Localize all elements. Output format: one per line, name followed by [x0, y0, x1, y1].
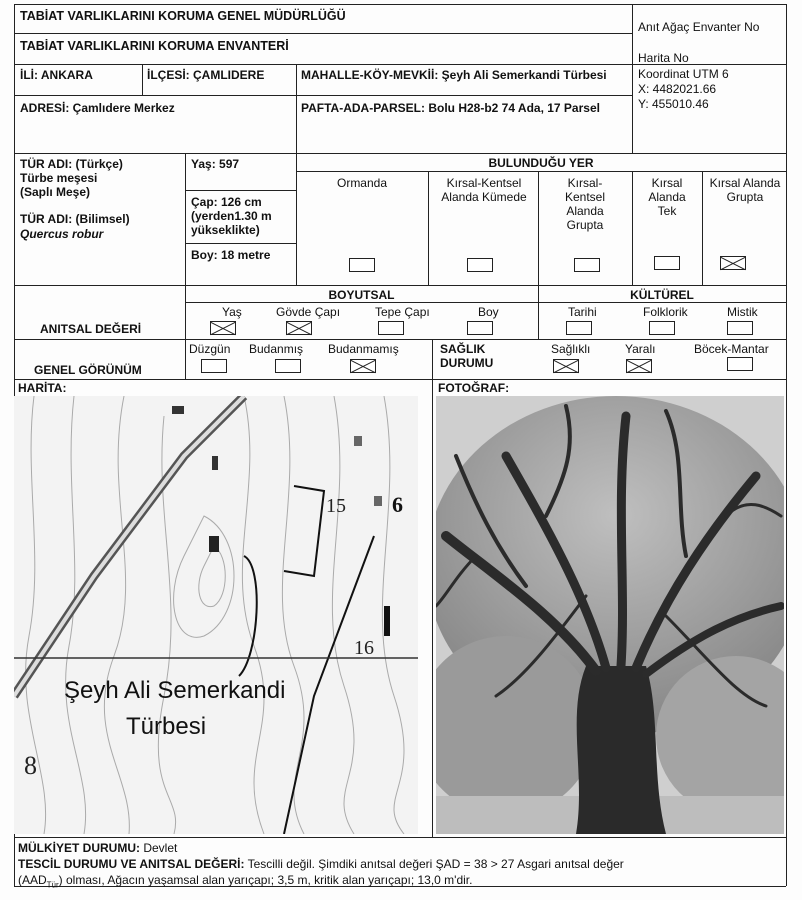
monument-value-label: ANITSAL DEĞERİ [40, 322, 142, 336]
pafta-value: Bolu H28-b2 74 Ada, 17 Parsel [428, 101, 600, 115]
rule [296, 95, 632, 96]
tree-photo [436, 396, 784, 834]
checkbox-grupta[interactable] [574, 258, 600, 272]
checkbox-mistik[interactable] [727, 321, 753, 335]
inventory-no-label: Anıt Ağaç Envanter No [638, 20, 760, 34]
loc-col-label: Ormanda [336, 176, 388, 190]
checkbox-bocek-mantar[interactable] [727, 357, 753, 371]
checkbox-kirsal-grupta[interactable] [720, 256, 746, 270]
rule [428, 171, 429, 285]
health-label-2: DURUMU [440, 356, 494, 370]
map-place-name-2: Türbesi [126, 713, 207, 740]
pafta-label: PAFTA-ADA-PARSEL: [301, 101, 425, 115]
checkbox-ormanda[interactable] [349, 258, 375, 272]
loc-col-label: Kırsal Alanda Grupta [709, 176, 781, 204]
registration-subscript: Tür [46, 880, 59, 890]
mahalle-label: MAHALLE-KÖY-MEVKİİ: [301, 68, 439, 82]
registration-value-2a: (AAD [18, 873, 47, 887]
coordinate-label: Koordinat UTM 6 [638, 67, 729, 81]
registration-value-2b: ) olması, Ağacın yaşamsal alan yarıçapı; 3,5 m, kritik alan yarıçapı; 13,0 m'dir. [58, 873, 473, 887]
checkbox-kumede[interactable] [467, 258, 493, 272]
diameter-value: Çap: 126 cm [191, 195, 262, 209]
coordinate-x: X: 4482021.66 [638, 82, 717, 96]
map-number-15: 15 [326, 495, 346, 517]
topographic-map [14, 396, 418, 834]
checkbox-yas[interactable] [210, 321, 236, 335]
map-drawing [14, 396, 418, 834]
general-appearance-label: GENEL GÖRÜNÜM [34, 363, 142, 377]
rule [14, 33, 632, 34]
health-option-label: Yaralı [625, 342, 656, 356]
diameter-note2: yükseklikte) [191, 223, 260, 237]
rule [185, 190, 296, 191]
species-sci-name: Quercus robur [20, 227, 104, 241]
registration-label: TESCİL DURUMU VE ANITSAL DEĞERİ: [18, 857, 245, 871]
health-label: SAĞLIK [440, 342, 486, 356]
checkbox-folklorik[interactable] [649, 321, 675, 335]
age-value: Yaş: 597 [191, 157, 240, 171]
dim-label: Gövde Çapı [276, 305, 341, 319]
health-option-label: Sağlıklı [551, 342, 591, 356]
coordinate-y: Y: 455010.46 [638, 97, 709, 111]
loc-col-label: Kırsal-Kentsel Alanda Grupta [564, 176, 606, 232]
map-label: HARİTA: [18, 381, 67, 395]
map-place-name: Şeyh Ali Semerkandi [64, 677, 286, 704]
rule [296, 153, 297, 285]
rule [702, 171, 703, 285]
rule [14, 379, 786, 380]
photo-label: FOTOĞRAF: [438, 381, 510, 395]
registration-field [18, 856, 784, 893]
rule [185, 243, 296, 244]
rule [185, 339, 186, 379]
checkbox-tarihi[interactable] [566, 321, 592, 335]
diameter-note: (yerden1.30 m [191, 209, 272, 223]
appearance-label: Düzgün [189, 342, 231, 356]
border-right [786, 4, 787, 886]
rule [14, 837, 786, 838]
checkbox-tek[interactable] [654, 256, 680, 270]
rule [432, 339, 433, 379]
dimensional-title: BOYUTSAL [328, 288, 395, 302]
rule [14, 339, 786, 340]
ownership-field [18, 841, 177, 855]
map-number-8: 8 [24, 751, 37, 780]
checkbox-boy[interactable] [467, 321, 493, 335]
form-title: TABİAT VARLIKLARINI KORUMA GENEL MÜDÜRLÜĞÜ [20, 9, 346, 23]
rule [296, 64, 297, 153]
checkbox-govde-capi[interactable] [286, 321, 312, 335]
form-subtitle: TABİAT VARLIKLARINI KORUMA ENVANTERİ [20, 39, 289, 53]
cult-label: Folklorik [643, 305, 688, 319]
rule [632, 4, 633, 153]
rule [632, 171, 633, 285]
registration-value: Tescilli değil. Şimdiki anıtsal değeri ŞAD = 38 > 27 Asgari anıtsal değer [247, 857, 624, 871]
cult-label: Mistik [727, 305, 758, 319]
appearance-label: Budanmamış [328, 342, 399, 356]
appearance-label: Budanmış [249, 342, 304, 356]
height-value: Boy: 18 metre [191, 248, 271, 262]
species-sci-label: TÜR ADI: (Bilimsel) [20, 212, 130, 226]
cult-label: Tarihi [568, 305, 597, 319]
loc-col-label: Kırsal-Kentsel Alanda Kümede [441, 176, 527, 204]
rule [185, 153, 186, 285]
species-tr-alt: (Saplı Meşe) [20, 185, 91, 199]
dim-label: Yaş [222, 305, 242, 319]
health-option-label: Böcek-Mantar [694, 342, 769, 356]
oak-tree-image [436, 396, 784, 834]
checkbox-budanmis[interactable] [275, 359, 301, 373]
map-no-label: Harita No [638, 51, 689, 65]
rule [14, 95, 296, 96]
cultural-title: KÜLTÜREL [630, 288, 694, 302]
pafta-field [301, 101, 621, 115]
map-number-16: 16 [354, 637, 374, 659]
species-tr-name: Türbe meşesi [20, 171, 98, 185]
il-field: İLİ: ANKARA [20, 68, 93, 82]
loc-col-label: Kırsal Alanda Tek [648, 176, 686, 218]
checkbox-duzgun[interactable] [201, 359, 227, 373]
rule [432, 379, 433, 837]
ownership-label: MÜLKİYET DURUMU: [18, 841, 140, 855]
rule [538, 171, 539, 285]
checkbox-yarali[interactable] [626, 359, 652, 373]
border-top [14, 4, 786, 5]
map-number-6: 6 [392, 492, 403, 517]
species-tr-label: TÜR ADI: (Türkçe) [20, 157, 123, 171]
checkbox-budanmamis[interactable] [350, 359, 376, 373]
adres-field: ADRESİ: Çamlıdere Merkez [20, 101, 175, 115]
checkbox-tepe-capi[interactable] [378, 321, 404, 335]
ilce-field: İLÇESİ: ÇAMLIDERE [147, 68, 265, 82]
checkbox-saglikli[interactable] [553, 359, 579, 373]
rule [14, 153, 786, 154]
rule [14, 285, 786, 286]
rule [142, 64, 143, 95]
mahalle-value: Şeyh Ali Semerkandi Türbesi [441, 68, 607, 82]
rule [185, 302, 786, 303]
dim-label: Boy [478, 305, 499, 319]
rule [296, 171, 786, 172]
location-type-title: BULUNDUĞU YER [488, 156, 594, 170]
mahalle-field [301, 68, 631, 82]
ownership-value: Devlet [143, 841, 178, 855]
dim-label: Tepe Çapı [375, 305, 430, 319]
